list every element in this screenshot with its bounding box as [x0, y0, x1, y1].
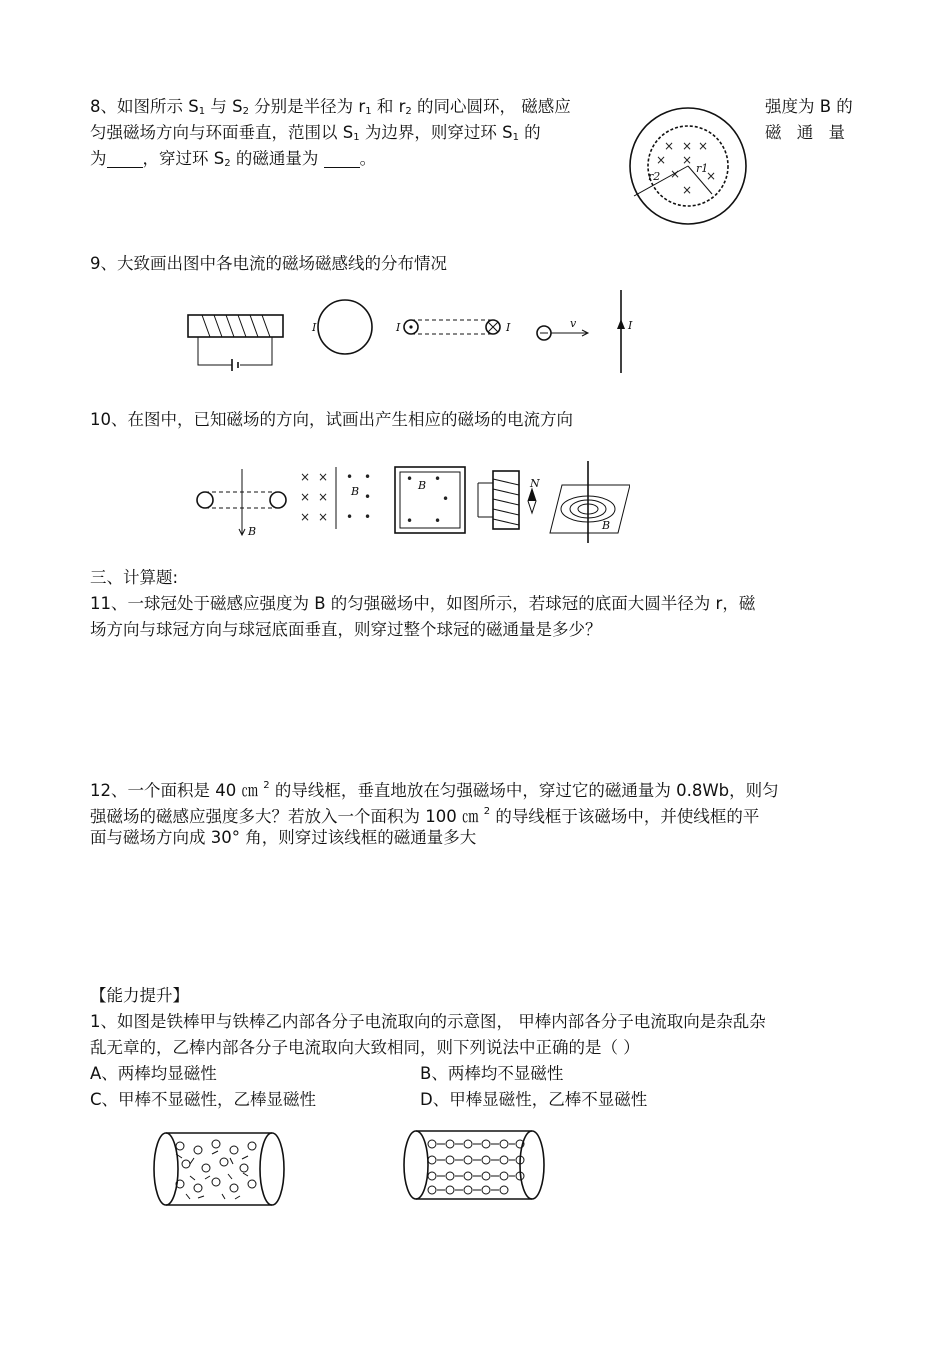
field-cross: × — [682, 139, 693, 153]
q11-line-1: 11、一球冠处于磁感应强度为 B 的匀强磁场中，如图所示，若球冠的底面大圆半径为 r，磁 — [90, 594, 756, 613]
ability-q1-line-2: 乱无章的，乙棒内部各分子电流取向大致相同，则下列说法中正确的是（ ） — [90, 1038, 640, 1057]
q10-text: 10、在图中，已知磁场的方向，试画出产生相应的磁场的电流方向 — [90, 410, 573, 429]
field-cross: × — [682, 153, 693, 167]
field-cross: × — [300, 510, 311, 524]
iron-rod-yi-figure — [400, 1126, 550, 1204]
q8-line-3: 为 ，穿过环 $S_2$ 的磁通量为 。 — [90, 149, 377, 169]
iron-rod-jia-figure — [150, 1128, 290, 1210]
q9-text: 9、大致画出图中各电流的磁场磁感线的分布情况 — [90, 254, 447, 273]
north-pole-label: N — [530, 477, 540, 490]
field-b-label: B — [602, 519, 611, 532]
velocity-label: v — [570, 317, 577, 330]
q12-line-1: 12、一个面积是 40 ㎝ $^2$ 的导线框，垂直地放在匀强磁场中，穿过它的磁通量为 0.8Wb，则匀 — [90, 780, 779, 800]
q8-blank-1[interactable] — [107, 149, 143, 168]
field-b-label: B — [418, 479, 427, 492]
field-dot: • — [406, 514, 414, 528]
field-cross: × — [318, 470, 329, 484]
field-dot: • — [364, 490, 372, 504]
q8-concentric-rings-figure — [626, 104, 750, 228]
ability-q1-line-1: 1、如图是铁棒甲与铁棒乙内部各分子电流取向的示意图， 甲棒内部各分子电流取向是杂乱杂 — [90, 1012, 766, 1031]
current-label: I — [506, 321, 511, 334]
field-b-label: B — [351, 485, 360, 498]
option-a[interactable]: A、两棒均显磁性 — [90, 1064, 217, 1083]
field-dot: • — [406, 472, 414, 486]
q12-line-3: 面与磁场方向成 30° 角，则穿过该线框的磁通量多大 — [90, 828, 477, 847]
r2-label: r2 — [648, 170, 661, 183]
current-label: I — [396, 321, 401, 334]
q11-line-2: 场方向与球冠方向与球冠底面垂直，则穿过整个球冠的磁通量是多少？ — [90, 620, 602, 639]
option-c[interactable]: C、甲棒不显磁性，乙棒显磁性 — [90, 1090, 317, 1109]
q8-line-1-right: 强度为 B 的 — [765, 97, 853, 116]
field-cross: × — [706, 169, 717, 183]
q8-blank-2[interactable] — [324, 149, 360, 168]
q9-figures — [180, 285, 650, 380]
ability-title: 【能力提升】 — [90, 986, 189, 1005]
field-dot: • — [346, 470, 354, 484]
r1-label: r1 — [696, 162, 709, 175]
q8-line-2: 匀强磁场方向与环面垂直，范围以 $S_1$ 为边界，则穿过环 $S_1$ 的 — [90, 123, 541, 143]
field-dot: • — [364, 470, 372, 484]
field-dot: • — [364, 510, 372, 524]
field-cross: × — [318, 510, 329, 524]
q8-line-1: 8、如图所示 $S_1$ 与 $S_2$ 分别是半径为 $r_1$ 和 $r_2$ 的同心圆环， 磁感应 — [90, 97, 571, 117]
field-dot: • — [442, 492, 450, 506]
field-cross: × — [300, 470, 311, 484]
field-cross: × — [656, 153, 667, 167]
field-dot: • — [434, 514, 442, 528]
field-cross: × — [300, 490, 311, 504]
q10-figures — [190, 455, 630, 545]
section-3-title: 三、计算题: — [90, 568, 179, 587]
field-dot: • — [346, 510, 354, 524]
current-label: I — [312, 321, 317, 334]
q8-line-2-right: 磁 通 量 — [765, 123, 845, 142]
current-label: I — [628, 319, 633, 332]
field-cross: × — [682, 183, 693, 197]
option-b[interactable]: B、两棒均不显磁性 — [420, 1064, 564, 1083]
field-cross: × — [664, 139, 675, 153]
option-d[interactable]: D、甲棒显磁性，乙棒不显磁性 — [420, 1090, 648, 1109]
field-cross: × — [318, 490, 329, 504]
field-cross: × — [670, 167, 681, 181]
field-dot: • — [434, 472, 442, 486]
field-b-label: B — [248, 525, 257, 538]
q12-line-2: 强磁场的磁感应强度多大？若放入一个面积为 100 ㎝ $^2$ 的导线框于该磁场中，并使线框的平 — [90, 806, 760, 826]
field-cross: × — [698, 139, 709, 153]
